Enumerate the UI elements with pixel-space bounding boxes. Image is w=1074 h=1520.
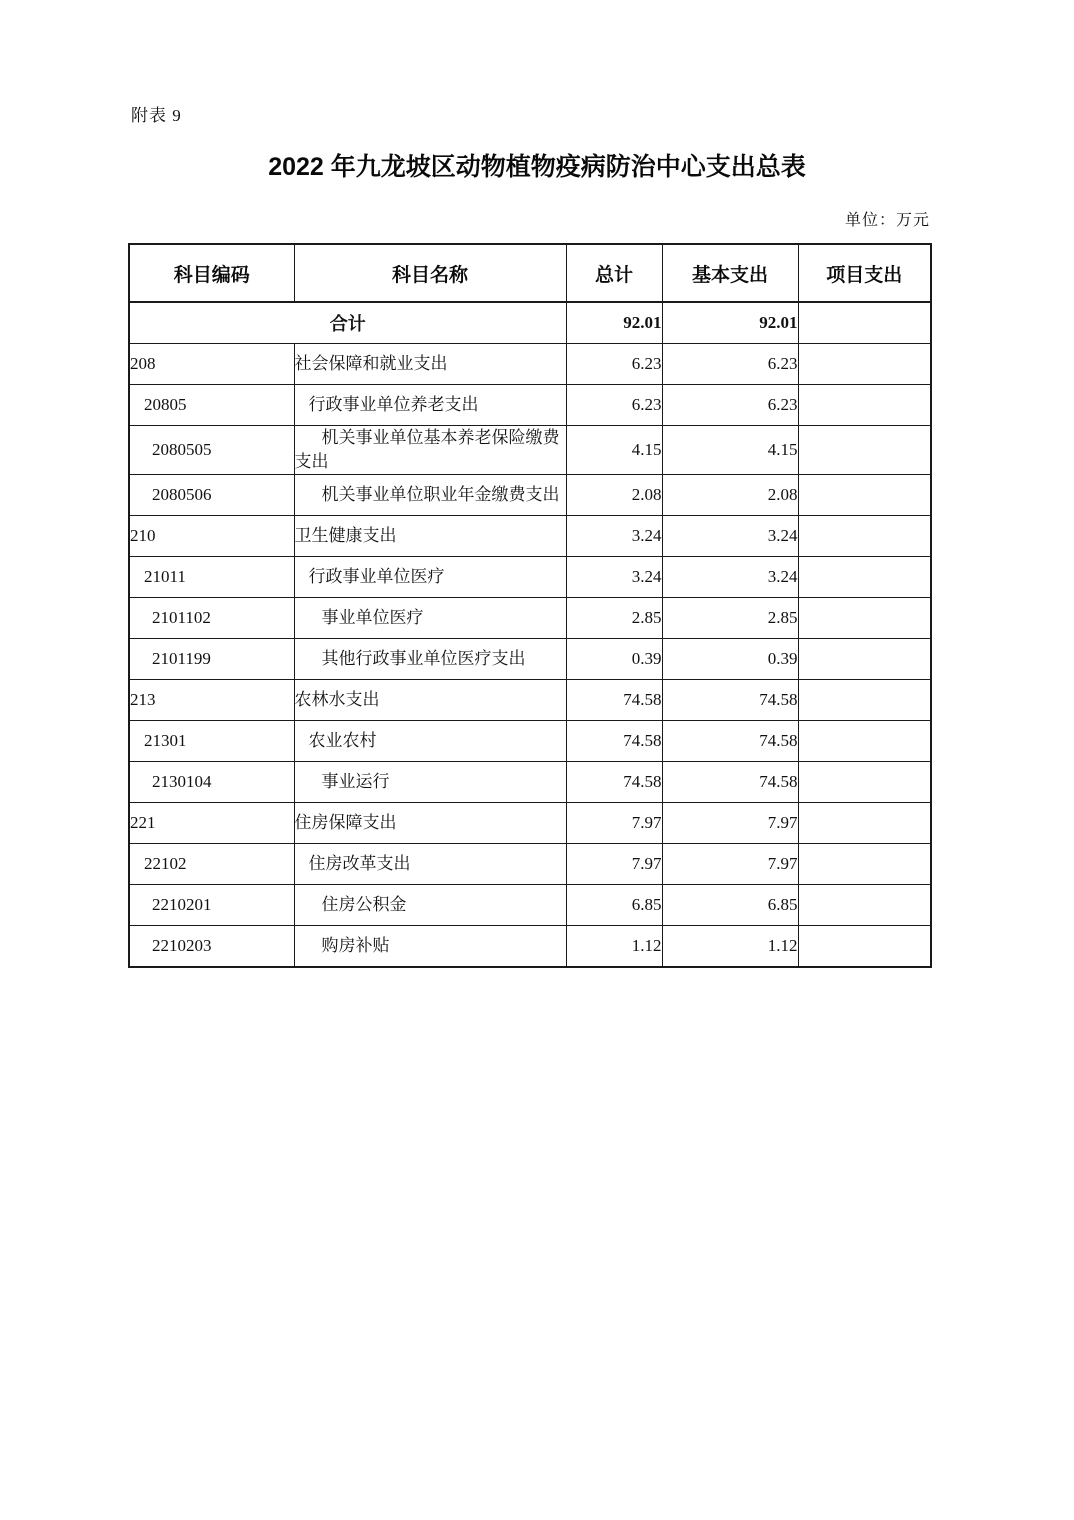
total-row-basic-cell: 92.01 (662, 302, 798, 344)
subject-code-cell: 2080505 (129, 426, 294, 475)
unit-label: 单位：万元 (844, 212, 930, 229)
table-row (129, 385, 931, 426)
subject-name-cell: 农林水支出 (294, 680, 566, 721)
basic-expenditure-cell: 6.23 (662, 385, 798, 426)
table-header-row (129, 244, 931, 302)
subject-code-cell: 210 (129, 516, 294, 557)
subject-code-cell: 20805 (129, 385, 294, 426)
total-cell: 4.15 (566, 426, 662, 475)
table-row (129, 344, 931, 385)
table-row (129, 639, 931, 680)
project-expenditure-cell (798, 926, 931, 968)
project-expenditure-cell (798, 598, 931, 639)
basic-expenditure-cell: 74.58 (662, 762, 798, 803)
project-expenditure-cell (798, 385, 931, 426)
basic-expenditure-cell: 74.58 (662, 721, 798, 762)
basic-expenditure-cell: 4.15 (662, 426, 798, 475)
subject-name-cell: 事业运行 (294, 762, 566, 803)
project-expenditure-cell (798, 475, 931, 516)
total-cell: 7.97 (566, 803, 662, 844)
table-row (129, 475, 931, 516)
subject-code-cell: 2210201 (129, 885, 294, 926)
subject-name-cell: 行政事业单位医疗 (294, 557, 566, 598)
subject-name-cell: 其他行政事业单位医疗支出 (294, 639, 566, 680)
project-expenditure-cell (798, 803, 931, 844)
total-cell: 1.12 (566, 926, 662, 968)
basic-expenditure-cell: 2.08 (662, 475, 798, 516)
basic-expenditure-cell: 3.24 (662, 557, 798, 598)
basic-expenditure-cell: 3.24 (662, 516, 798, 557)
subject-code-cell: 221 (129, 803, 294, 844)
total-cell: 3.24 (566, 516, 662, 557)
subject-name-cell: 机关事业单位基本养老保险缴费支出 (294, 426, 566, 475)
subject-code-cell: 2130104 (129, 762, 294, 803)
subject-name-cell: 行政事业单位养老支出 (294, 385, 566, 426)
col-header-subject-name: 科目名称 (294, 244, 566, 302)
expenditure-summary-table (128, 243, 932, 968)
subject-name-cell: 住房改革支出 (294, 844, 566, 885)
subject-name-cell: 住房公积金 (294, 885, 566, 926)
table-row (129, 762, 931, 803)
attachment-label: 附表 9 (131, 106, 182, 125)
col-header-total: 总计 (566, 244, 662, 302)
subject-name-cell: 事业单位医疗 (294, 598, 566, 639)
total-row (129, 302, 931, 344)
table-row (129, 426, 931, 475)
project-expenditure-cell (798, 426, 931, 475)
subject-code-cell: 2101199 (129, 639, 294, 680)
table-row (129, 844, 931, 885)
subject-code-cell: 2210203 (129, 926, 294, 968)
basic-expenditure-cell: 0.39 (662, 639, 798, 680)
page-title: 2022 年九龙坡区动物植物疫病防治中心支出总表 (268, 153, 806, 181)
total-cell: 74.58 (566, 762, 662, 803)
project-expenditure-cell (798, 844, 931, 885)
project-expenditure-cell (798, 762, 931, 803)
basic-expenditure-cell: 6.23 (662, 344, 798, 385)
subject-code-cell: 22102 (129, 844, 294, 885)
project-expenditure-cell (798, 721, 931, 762)
total-cell: 2.08 (566, 475, 662, 516)
subject-code-cell: 213 (129, 680, 294, 721)
total-row-total-cell: 92.01 (566, 302, 662, 344)
basic-expenditure-cell: 74.58 (662, 680, 798, 721)
table-row (129, 885, 931, 926)
subject-name-cell: 购房补贴 (294, 926, 566, 968)
subject-name-cell: 社会保障和就业支出 (294, 344, 566, 385)
project-expenditure-cell (798, 885, 931, 926)
table-row (129, 598, 931, 639)
table-row (129, 721, 931, 762)
col-header-subject-code: 科目编码 (129, 244, 294, 302)
total-cell: 2.85 (566, 598, 662, 639)
col-header-basic-expenditure: 基本支出 (662, 244, 798, 302)
col-header-project-expenditure: 项目支出 (798, 244, 931, 302)
subject-code-cell: 208 (129, 344, 294, 385)
project-expenditure-cell (798, 680, 931, 721)
subject-name-cell: 住房保障支出 (294, 803, 566, 844)
subject-name-cell: 卫生健康支出 (294, 516, 566, 557)
subject-name-cell: 机关事业单位职业年金缴费支出 (294, 475, 566, 516)
total-cell: 7.97 (566, 844, 662, 885)
total-cell: 3.24 (566, 557, 662, 598)
table-row (129, 803, 931, 844)
table-row (129, 680, 931, 721)
total-cell: 6.23 (566, 385, 662, 426)
project-expenditure-cell (798, 344, 931, 385)
subject-code-cell: 21011 (129, 557, 294, 598)
basic-expenditure-cell: 1.12 (662, 926, 798, 968)
project-expenditure-cell (798, 516, 931, 557)
basic-expenditure-cell: 7.97 (662, 844, 798, 885)
table-row (129, 516, 931, 557)
project-expenditure-cell (798, 557, 931, 598)
total-cell: 0.39 (566, 639, 662, 680)
subject-code-cell: 2101102 (129, 598, 294, 639)
basic-expenditure-cell: 2.85 (662, 598, 798, 639)
total-cell: 74.58 (566, 721, 662, 762)
total-row-project-cell (798, 302, 931, 344)
total-cell: 74.58 (566, 680, 662, 721)
subject-name-cell: 农业农村 (294, 721, 566, 762)
total-row-label: 合计 (129, 302, 566, 344)
basic-expenditure-cell: 7.97 (662, 803, 798, 844)
table-row (129, 926, 931, 968)
table-row (129, 557, 931, 598)
subject-code-cell: 2080506 (129, 475, 294, 516)
total-cell: 6.85 (566, 885, 662, 926)
basic-expenditure-cell: 6.85 (662, 885, 798, 926)
project-expenditure-cell (798, 639, 931, 680)
total-cell: 6.23 (566, 344, 662, 385)
subject-code-cell: 21301 (129, 721, 294, 762)
